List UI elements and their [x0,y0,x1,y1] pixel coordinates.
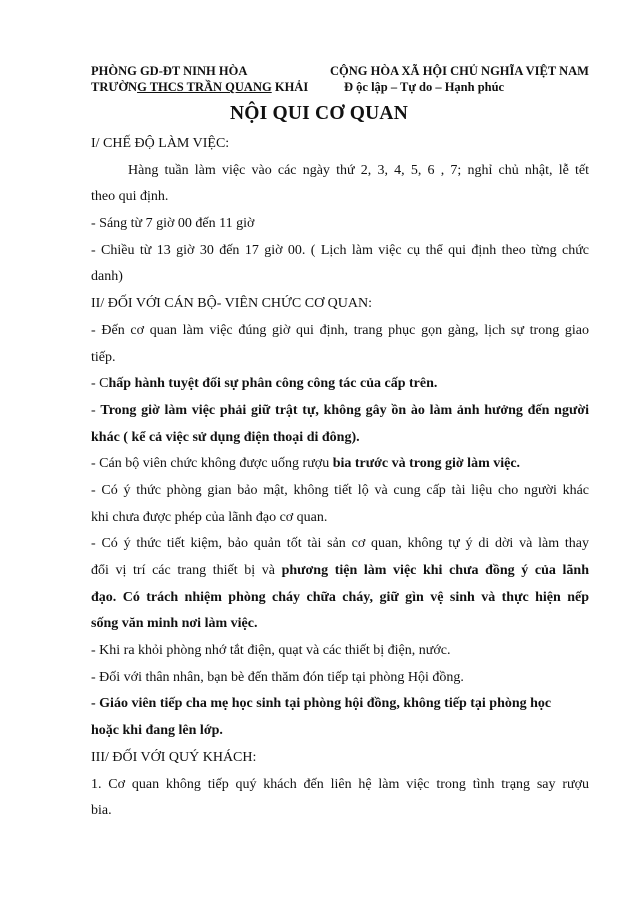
paragraph-line [91,585,589,612]
text-run: - [91,402,101,418]
paragraph-line [91,691,589,718]
paragraph-line: - Đến cơ quan làm việc đúng giờ qui định, trang phục gọn gàng, lịch sự trong giao [91,322,589,338]
section-heading-guests: III/ ĐỐI VỚI QUÝ KHÁCH: [91,749,257,765]
header-school-pre: TRƯỜN [91,80,138,94]
paragraph-line: danh) [91,269,123,285]
paragraph-line [91,451,589,478]
paragraph-line: - Chiều từ 13 giờ 30 đến 17 giờ 00. ( Lịch làm việc cụ thể qui định theo từng chức [91,242,589,258]
bold-text-run: hấp hành tuyệt đối sự phân công công tác của cấp trên. [108,376,438,392]
text-run: đổi vị trí các trang thiết bị và [91,563,282,578]
bold-text-run: đạo. Có trách nhiệm phòng cháy chữa cháy, giữ gìn vệ sinh và thực hiện nếp [91,589,589,605]
section-heading-staff: II/ ĐỐI VỚI CÁN BỘ- VIÊN CHỨC CƠ QUAN: [91,296,373,312]
bold-text-run: sống văn minh nơi làm việc. [91,616,258,632]
bold-text-run: bia trước và trong giờ làm việc. [332,456,521,472]
paragraph-line [91,425,589,452]
paragraph-line: - Sáng từ 7 giờ 00 đến 11 giờ [91,216,255,232]
paragraph-line [91,558,589,585]
paragraph-line: tiếp. [91,349,116,365]
paragraph-line: khi chưa được phép của lãnh đạo cơ quan. [91,509,328,525]
header-department: PHÒNG GD-ĐT NINH HÒA [91,64,248,78]
paragraph-line [91,371,589,398]
paragraph-line [91,718,589,745]
header-slogan: Đ ộc lập – Tự do – Hạnh phúc [344,80,505,94]
paragraph-line [91,611,589,638]
section-heading-working-regime: I/ CHẾ ĐỘ LÀM VIỆC: [91,136,230,151]
bold-text-run: phương tiện làm việc khi chưa đồng ý của lãnh [281,563,589,578]
document-title: NỘI QUI CƠ QUAN [230,103,408,124]
paragraph-line: - Khi ra khỏi phòng nhớ tắt điện, quạt và các thiết bị điện, nước. [91,643,451,659]
paragraph-line [91,398,589,425]
bold-text-run: khác ( kể cả việc sử dụng điện thoại di đông). [91,429,360,445]
text-run: - C [91,376,109,392]
header-school-name [91,80,308,94]
document-body [91,131,589,825]
paragraph-line: - Đối với thân nhân, bạn bè đến thăm đón tiếp tại phòng Hội đồng. [91,669,464,685]
paragraph-line: bia. [91,803,112,819]
paragraph-line: 1. Cơ quan không tiếp quý khách đến liên hệ làm việc trong tình trạng say rượu [91,776,589,792]
paragraph-line: - Có ý thức tiết kiệm, bảo quản tốt tài sản cơ quan, không tự ý di dời và làm thay [91,536,589,552]
text-run: - Cán bộ viên chức không được uống rượu [91,456,333,472]
header-national-motto: CỘNG HÒA XÃ HỘI CHỦ NGHĨA VIỆT NAM [330,64,589,78]
bold-text-run: Trong giờ làm việc phải giữ trật tự, không gây ồn ào làm ảnh hưởng đến người [100,402,589,418]
bold-text-run: - Giáo viên tiếp cha mẹ học sinh tại phòng hội đồng, không tiếp tại phòng học [91,696,552,712]
paragraph-line: theo qui định. [91,189,169,205]
paragraph-line: Hàng tuần làm việc vào các ngày thứ 2, 3, 4, 5, 6 , 7; nghỉ chủ nhật, lễ tết [128,162,589,178]
header-school-underlined: G THCS TRẦN QUANG [137,80,272,94]
paragraph-line: - Có ý thức phòng gian bảo mật, không tiết lộ và cung cấp tài liệu cho người khác [91,482,589,498]
bold-text-run: hoặc khi đang lên lớp. [91,723,223,739]
header-school-post: KHẢI [271,80,309,94]
